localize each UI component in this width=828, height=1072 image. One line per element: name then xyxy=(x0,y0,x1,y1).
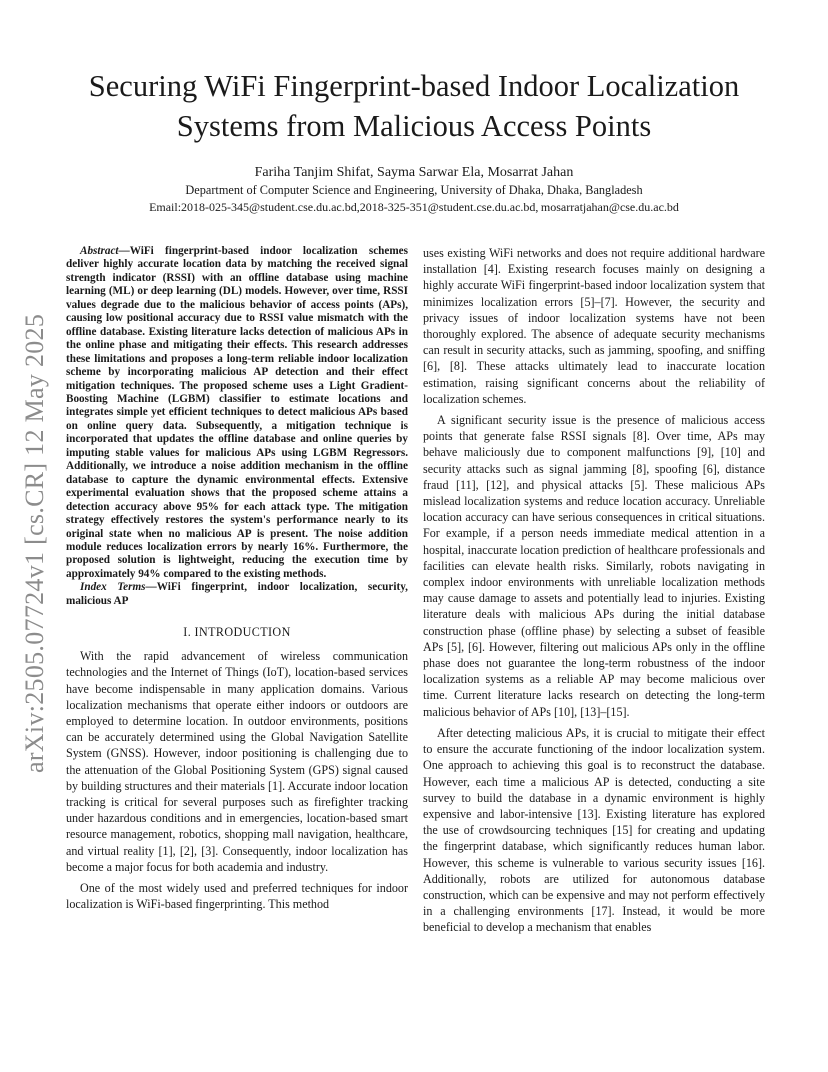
arxiv-identifier: arXiv:2505.07724v1 [cs.CR] 12 May 2025 xyxy=(20,313,49,773)
paper-title: Securing WiFi Fingerprint-based Indoor Localization Systems from Malicious Access Points xyxy=(88,69,740,143)
intro-paragraph-4: After detecting malicious APs, it is crucial to mitigate their effect to ensure the accurate functioning of the indoor localization system. One approach to achieving this goal is to reconstruct the database. However, each time a malicious AP is detected, conducting a site survey to build the database in a dynamic environment is highly expensive and labor-intensive [13]. Existing literature has explored the use of crowdsourcing techniques [15] for creating and updating the fingerprint database, which significantly reduces human labor. However, this scheme is vulnerable to various security issues [16]. Additionally, robots are utilized for autonomous database construction, which can be expensive and may not perform effectively in a challenging environments [17]. Instead, it would be more beneficial to develop a mechanism that enables xyxy=(423,725,765,935)
email-line: Email:2018-025-345@student.cse.du.ac.bd,2018-325-351@student.cse.du.ac.bd, mosarratjahan@cse.du.ac.bd xyxy=(149,200,679,214)
affiliation: Department of Computer Science and Engineering, University of Dhaka, Dhaka, Bangladesh xyxy=(185,183,643,197)
right-column xyxy=(423,245,765,1045)
index-terms xyxy=(66,581,408,608)
abstract-heading: Abstract xyxy=(80,245,119,257)
abstract-text: —WiFi fingerprint-based indoor localization schemes deliver highly accurate location data by matching the received signal strength indicator (RSSI) with an offline database using machine learning (ML) or deep learning (DL) models. However, over time, RSSI values degrade due to the malicious behavior of access points (APs), causing low positional accuracy due to RSSI value mismatch with the offline database. Existing literature lacks detection of malicious APs in the online phase and mitigating their effects. This research addresses these limitations and proposes a long-term reliable indoor localization scheme by incorporating malicious AP detection and their effect mitigation techniques. The proposed scheme uses a Light Gradient-Boosting Machine (LGBM) classifier to estimate locations and integrates simple yet efficient techniques to detect malicious APs based on online query data. Subsequently, a mitigation technique is incorporated that updates the offline database and online queries by imputing stable values for malicious APs using LGBM Regressors. Additionally, we introduce a noise addition mechanism in the offline database to capture the dynamic environmental effects. Extensive experimental evaluation shows that the proposed scheme attains a detection accuracy above 95% for each attack type. The mitigation strategy effectively restores the system's performance nearly to its original state when no malicious AP is present. The noise addition module reduces localization errors by nearly 16%. Furthermore, the proposed solution is lightweight, reducing the execution time by approximately 94% compared to the existing methods. xyxy=(66,245,408,580)
section-heading-introduction: I. INTRODUCTION xyxy=(183,625,291,640)
index-terms-heading: Index Terms xyxy=(80,581,146,594)
author-list: Fariha Tanjim Shifat, Sayma Sarwar Ela, Mosarrat Jahan xyxy=(254,165,574,180)
abstract xyxy=(66,245,408,581)
intro-paragraph-2-continued: uses existing WiFi networks and does not require additional hardware installation [4]. Existing research focuses mainly on designing a highly accurate WiFi fingerprint-based indoor localization system that minimizes localization errors [5]–[7]. However, the security and privacy issues of indoor localization systems have not been thoroughly explored. The absence of adequate security mechanisms can result in security attacks, such as jamming, spoofing, and sniffing [6], [8]. These attacks ultimately lead to inaccurate location estimation, raising significant concerns about the reliability of localization schemes. xyxy=(423,246,765,406)
index-terms-text: —WiFi fingerprint, indoor localization, security, malicious AP xyxy=(66,581,408,607)
intro-paragraph-3: A significant security issue is the presence of malicious access points that generate false RSSI signals [8]. Over time, APs may behave maliciously due to component malfunctions [9], [10] and security attacks such as signal jamming [8], spoofing [6], distance fraud [11], [12], and physical attacks [5]. These malicious APs mislead localization systems and reduce location accuracy. Unreliable location accuracy can have serious consequences in critical situations. For example, if a person needs immediate medical attention in a hospital, inaccurate location prediction of healthcare professionals and facilities can elevate health risks. Similarly, robots navigating in complex indoor environments with unreliable localization methods may cause damage to assets and potentially lead to injuries. Existing literature deals with malicious APs during the initial database construction phase (offline phase) by selecting a subset of feasible APs [5], [6]. However, filtering out malicious APs only in the offline phase does not guarantee the long-term robustness of the indoor localization systems as a reliable AP may become malicious over time. Current literature lacks research on detecting the long-term malicious behavior of APs [10], [13]–[15]. xyxy=(423,413,765,719)
intro-paragraph-2: One of the most widely used and preferred techniques for indoor localization is WiFi-based fingerprinting. This method xyxy=(66,881,408,912)
intro-paragraph-1: With the rapid advancement of wireless communication technologies and the Internet of Things (IoT), location-based services have become indispensable in many application domains. Various localization mechanisms that operate either indoors or outdoors are employed to determine location. In outdoor environments, positions can be accurately determined using the Global Navigation Satellite System (GNSS). However, indoor positioning is challenging due to the attenuation of the Global Positioning System (GPS) signal caused by building structures and their materials [1]. Accurate indoor location tracking is critical for several purposes such as firefighter tracking under hazardous conditions and in emergencies, location-based smart resource management, robotics, shopping mall navigation, healthcare, and virtual reality [1], [2], [3]. Consequently, indoor localization has become a major focus for both academia and industry. xyxy=(66,649,408,874)
left-column xyxy=(66,245,408,1045)
